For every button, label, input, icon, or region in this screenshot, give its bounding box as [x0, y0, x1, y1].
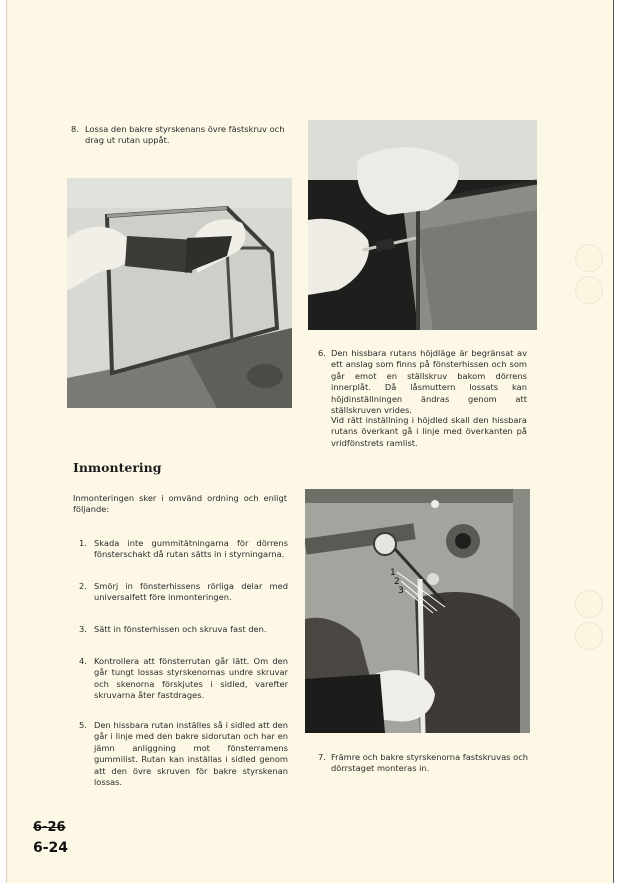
step-7-text: Främre och bakre styrskenorna fastskruvas och dörrstaget monteras in.: [331, 752, 529, 774]
step-6-number: 6.: [318, 348, 326, 358]
step-7-number: 7.: [318, 752, 326, 762]
photo-door-interior: [305, 489, 530, 733]
section-intro: Inmonteringen sker i omvänd ordning och enligt följande:: [73, 493, 287, 515]
step-6-note: Vid rätt inställning i höjdled skall den hissbara rutans överkant gå i linje med överkanten på vridfönstrets ramlist.: [331, 415, 527, 448]
punch-hole-icon: [575, 590, 603, 618]
label-3: 3: [398, 586, 404, 596]
manual-page: [6, 0, 614, 883]
step-8-number: 8.: [71, 124, 79, 134]
page-number: 6-24: [33, 840, 69, 856]
punch-hole-icon: [575, 244, 603, 272]
step-3-number: 3.: [79, 624, 87, 634]
step-6-text: Den hissbara rutans höjdläge är begränsat av ett anslag som finns på fönsterhissen och som går emot en ställskruv bakom dörrens innerplåt. Då låsmuttern lossats kan höjdinställningen ändras genom att ställskruven vrides.: [331, 348, 527, 416]
step-4-text: Kontrollera att fönsterrutan går lätt. Om den går tungt lossas styrskenornas undre skruvar och skenorna förskjutes i sidled, varefter skruvarna åter fastdrages.: [94, 656, 288, 701]
punch-hole-icon: [575, 622, 603, 650]
label-1: 1: [390, 568, 396, 578]
step-2-text: Smörj in fönsterhissens rörliga delar med universalfett före inmonteringen.: [94, 581, 288, 603]
step-1-text: Skada inte gummitätningarna för dörrens fönsterschakt då rutan sätts in i styrningarna.: [94, 538, 288, 560]
step-5-text: Den hissbara rutan inställes så i sidled att den går i linje med den bakre sidorutan och har en jämn anliggning mot fönsterramens gummilist. Rutan kan inställas i sidled genom att den övre skruven för bakre styrskenan lossas.: [94, 720, 288, 788]
step-3-text: Sätt in fönsterhissen och skruva fast den.: [94, 624, 267, 634]
label-2: 2: [394, 577, 400, 587]
section-title: Inmontering: [73, 460, 162, 475]
photo-remove-window: [67, 178, 292, 408]
step-4-number: 4.: [79, 656, 87, 666]
photo-window-adjustment: [308, 120, 537, 330]
punch-hole-icon: [575, 276, 603, 304]
step-8-text: Lossa den bakre styrskenans övre fästskruv och drag ut rutan uppåt.: [85, 124, 285, 146]
page-number-old: 6-26: [33, 820, 66, 835]
step-2-number: 2.: [79, 581, 87, 591]
step-1-number: 1.: [79, 538, 87, 548]
step-5-number: 5.: [79, 720, 87, 730]
